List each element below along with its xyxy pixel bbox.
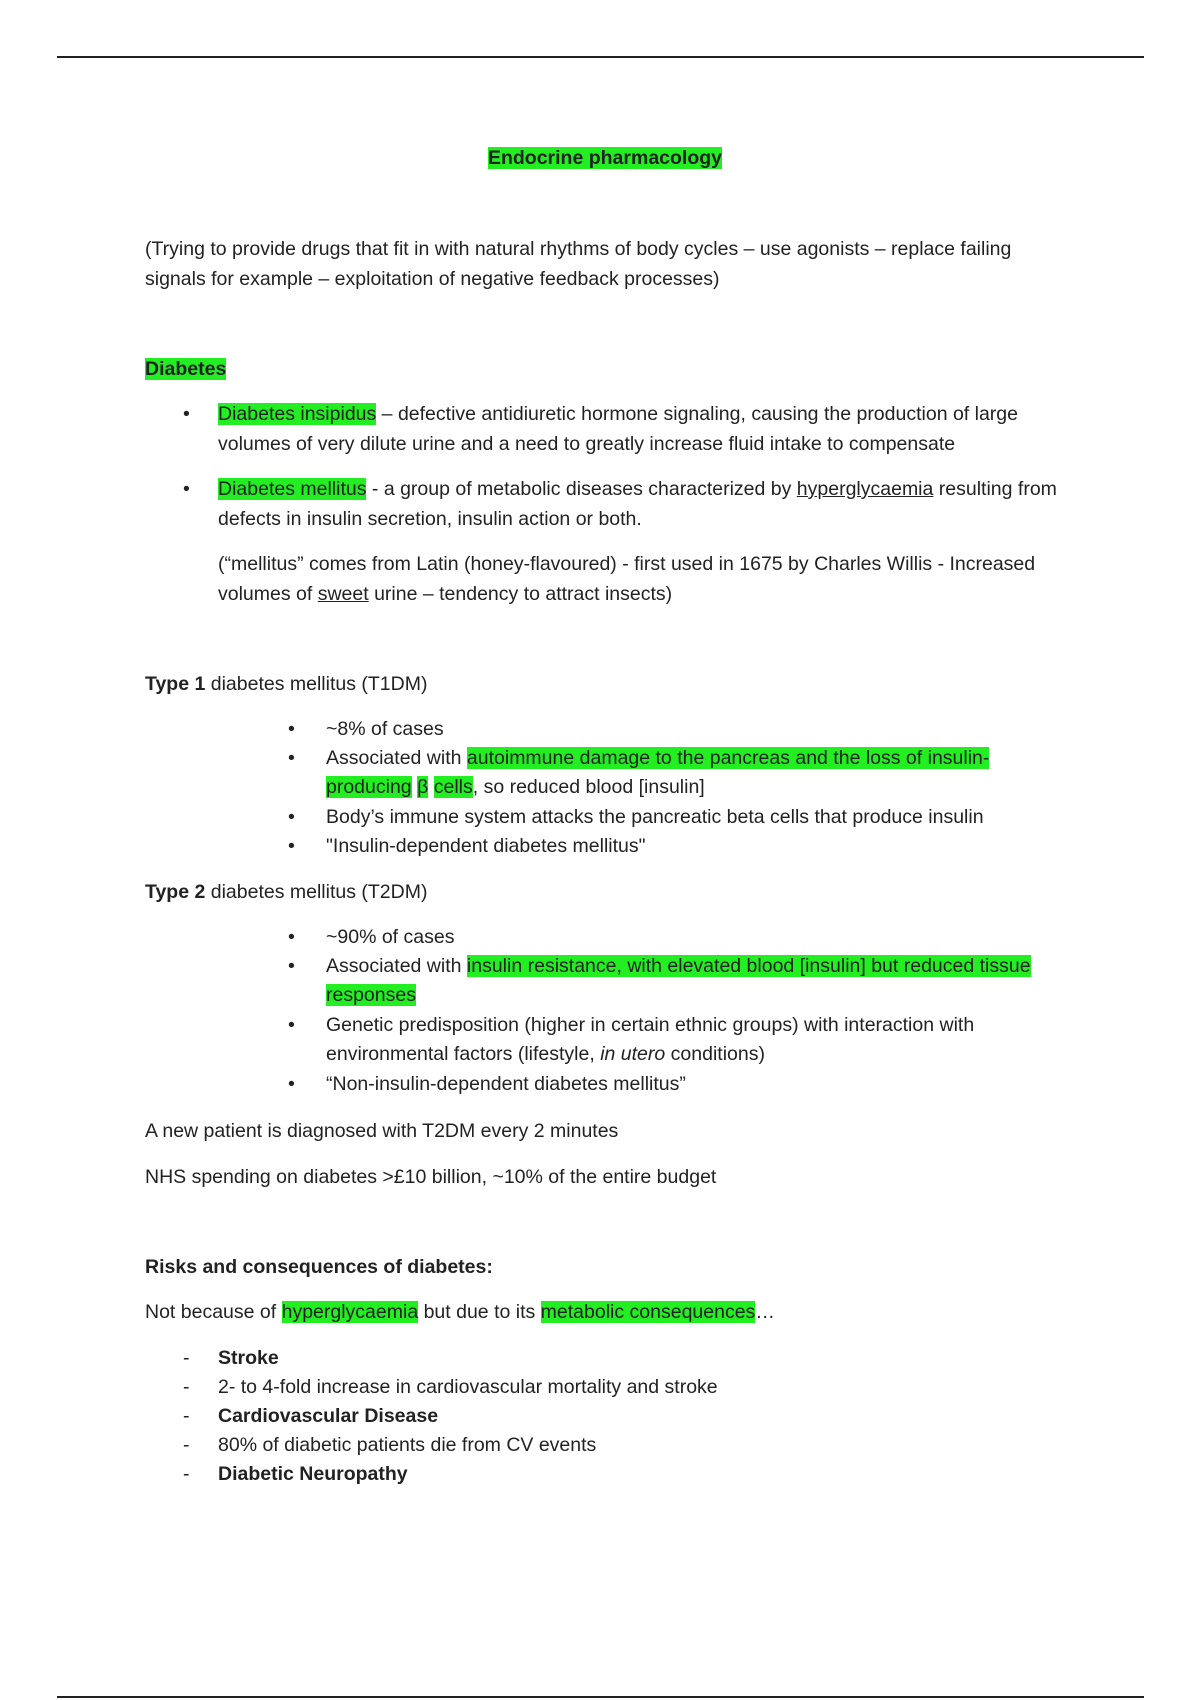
list-item: • Diabetes insipidus – defective antidiuretic hormone signaling, causing the production of large volumes of very dilute urine and a need to greatly increase fluid intake to compensate <box>145 399 1065 459</box>
dash-icon: - <box>183 1376 190 1398</box>
bullet-icon: • <box>288 718 295 740</box>
bullet-icon: • <box>183 403 190 425</box>
list-item: • Genetic predisposition (higher in certain ethnic groups) with interaction with environmental factors (lifestyle, in utero conditions) <box>145 1011 1065 1069</box>
diabetes-heading: Diabetes <box>145 358 227 380</box>
list-item: - Diabetic Neuropathy <box>145 1460 1065 1489</box>
header-rule <box>57 56 1144 58</box>
list-item: • Body’s immune system attacks the pancreatic beta cells that produce insulin <box>145 803 1065 832</box>
type2-heading: Type 2 diabetes mellitus (T2DM) <box>145 881 428 903</box>
dash-icon: - <box>183 1347 190 1369</box>
list-item: • Diabetes mellitus - a group of metabolic diseases characterized by hyperglycaemia resulting from defects in insulin secretion, insulin action or both. <box>145 474 1065 534</box>
fact-new-patient: A new patient is diagnosed with T2DM every 2 minutes <box>145 1120 619 1142</box>
list-item: • "Insulin-dependent diabetes mellitus" <box>145 832 1065 861</box>
dash-icon: - <box>183 1434 190 1456</box>
footer-rule <box>57 1696 1144 1698</box>
list-item: - Stroke <box>145 1344 1065 1373</box>
list-item: • ~90% of cases <box>145 923 1065 952</box>
risks-intro: Not because of hyperglycaemia but due to its metabolic consequences… <box>145 1301 775 1323</box>
mellitus-note: (“mellitus” comes from Latin (honey-flavoured) - first used in 1675 by Charles Willis - Increased volumes of sweet urine – tendency to attract insects) <box>218 553 1036 605</box>
bullet-icon: • <box>288 806 295 828</box>
dash-icon: - <box>183 1405 190 1427</box>
list-item: • ~8% of cases <box>145 715 1065 744</box>
bullet-icon: • <box>288 926 295 948</box>
document-title: Endocrine pharmacology <box>487 147 723 169</box>
bullet-icon: • <box>288 955 295 977</box>
list-item: • Associated with autoimmune damage to the pancreas and the loss of insulin-producing β cells, so reduced blood [insulin] <box>145 744 1065 802</box>
list-item: - Cardiovascular Disease <box>145 1402 1065 1431</box>
bullet-icon: • <box>288 1073 295 1095</box>
bullet-icon: • <box>183 478 190 500</box>
list-item: - 2- to 4-fold increase in cardiovascular mortality and stroke <box>145 1373 1065 1402</box>
fact-nhs-spending: NHS spending on diabetes >£10 billion, ~10% of the entire budget <box>145 1166 717 1188</box>
intro-paragraph: (Trying to provide drugs that fit in with natural rhythms of body cycles – use agonists – replace failing signals for example – exploitation of negative feedback processes) <box>145 238 1012 290</box>
type1-heading: Type 1 diabetes mellitus (T1DM) <box>145 673 428 695</box>
term-diabetes-mellitus: Diabetes mellitus <box>218 478 367 500</box>
list-item: • Associated with insulin resistance, with elevated blood [insulin] but reduced tissue responses <box>145 952 1065 1010</box>
dash-icon: - <box>183 1463 190 1485</box>
list-item: - 80% of diabetic patients die from CV events <box>145 1431 1065 1460</box>
bullet-icon: • <box>288 835 295 857</box>
bullet-icon: • <box>288 1014 295 1036</box>
risks-heading: Risks and consequences of diabetes: <box>145 1256 493 1278</box>
list-item: • “Non-insulin-dependent diabetes mellitus” <box>145 1070 1065 1099</box>
term-diabetes-insipidus: Diabetes insipidus <box>218 403 377 425</box>
bullet-icon: • <box>288 747 295 769</box>
